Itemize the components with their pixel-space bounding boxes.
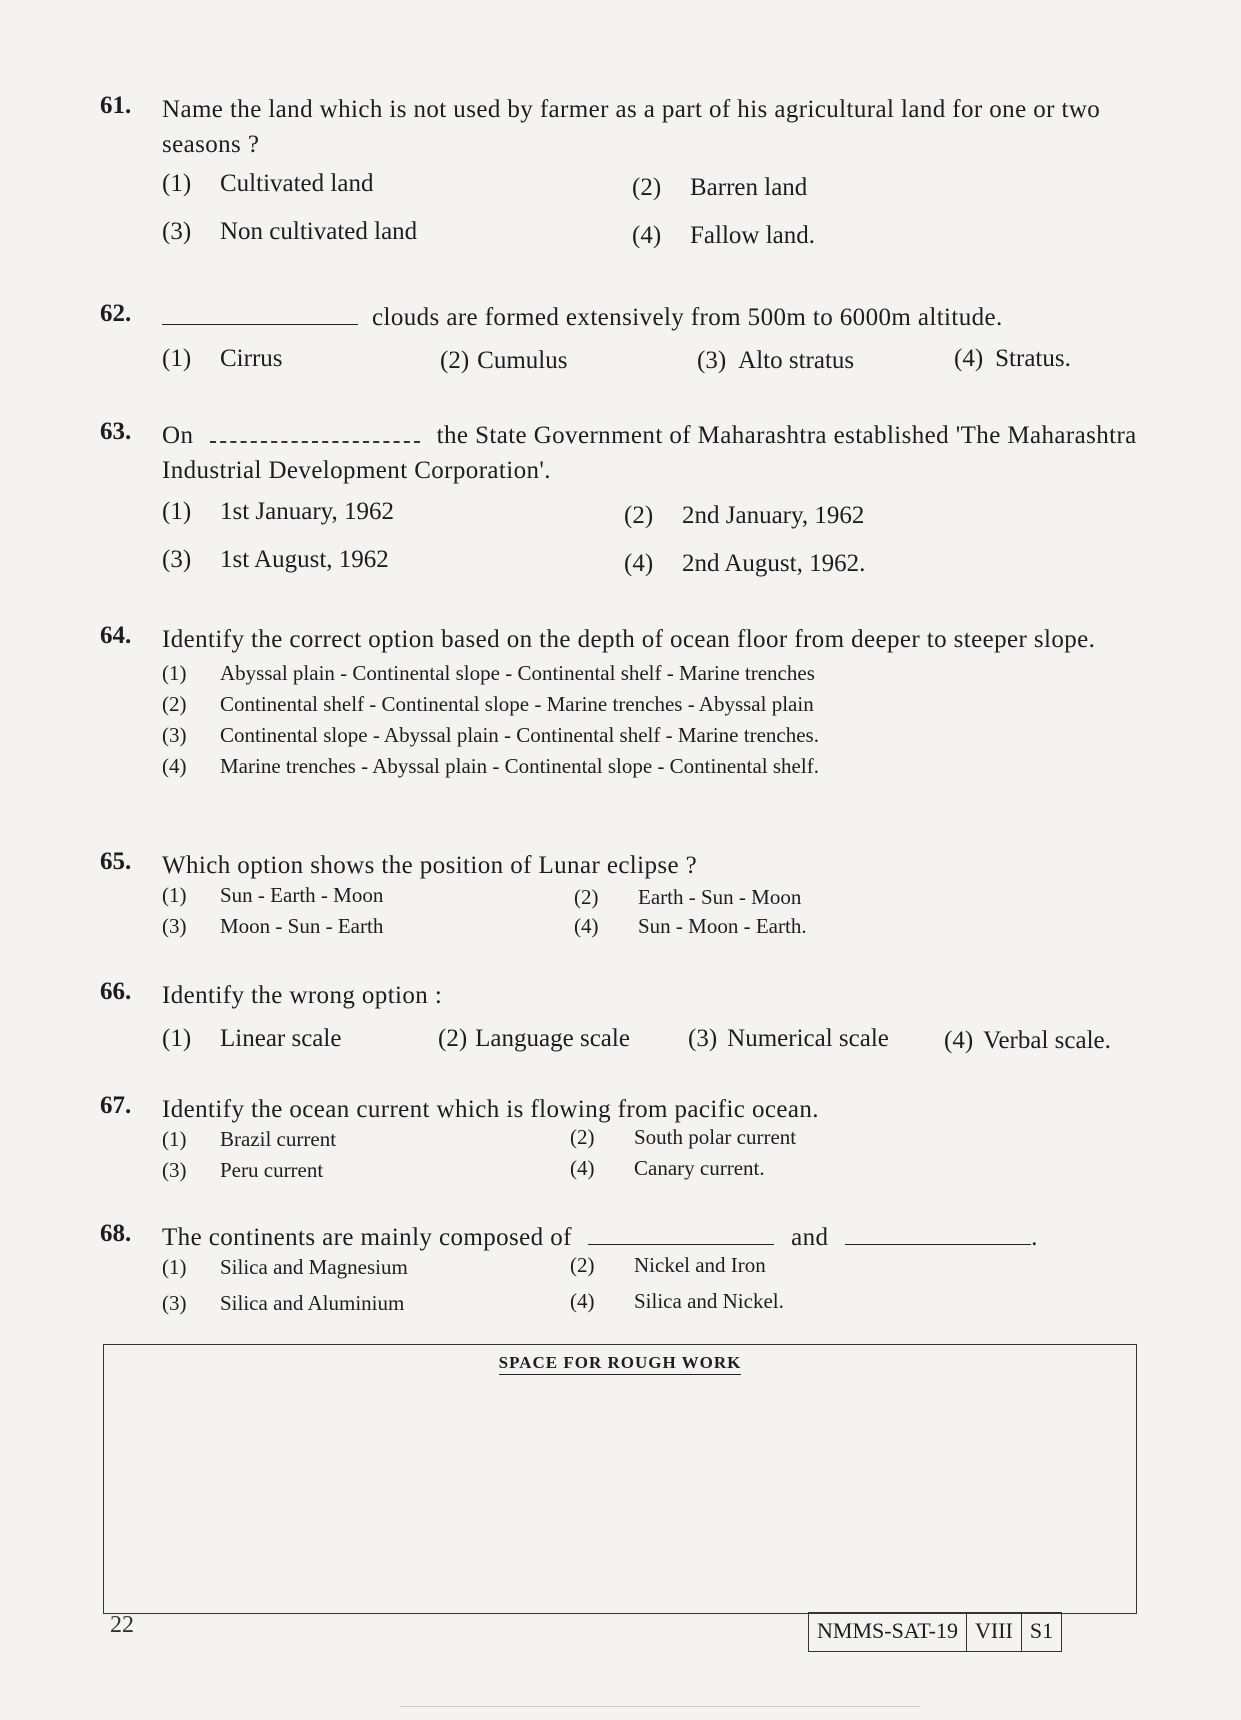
question-text: Identify the correct option based on the depth of ocean floor from deeper to steeper slope. (162, 626, 1096, 653)
question-text: clouds are formed extensively from 500m to 6000m altitude. (162, 300, 1170, 335)
question-64 (100, 622, 1170, 785)
question-62 (100, 300, 1170, 385)
option-2[interactable]: (2) South polar current (570, 1125, 797, 1149)
paper-class: VIII (967, 1613, 1022, 1651)
question-text: Which option shows the position of Lunar eclipse ? (162, 852, 698, 879)
option-3[interactable]: (3) Moon - Sun - Earth (162, 914, 384, 938)
question-67 (100, 1092, 1170, 1191)
question-number: 63. (100, 418, 132, 445)
option-4[interactable]: (4) Sun - Moon - Earth. (574, 914, 807, 938)
option-1[interactable]: (1) Brazil current (162, 1127, 337, 1151)
option-4[interactable]: (4) Marine trenches - Abyssal plain - Continental slope - Continental shelf. (162, 754, 819, 778)
question-number: 65. (100, 848, 132, 875)
option-3[interactable]: (3) Continental slope - Abyssal plain - Continental shelf - Marine trenches. (162, 723, 819, 747)
question-number: 67. (100, 1092, 132, 1119)
question-number: 66. (100, 978, 132, 1005)
option-3[interactable]: (3) Alto stratus (697, 347, 855, 374)
question-66 (100, 978, 1170, 1065)
question-text: Identify the ocean current which is flowing from pacific ocean. (162, 1096, 819, 1123)
question-text: Identify the wrong option : (162, 982, 443, 1009)
option-2[interactable]: (2) Earth - Sun - Moon (574, 885, 802, 909)
answer-blank (210, 440, 420, 443)
option-3[interactable]: (3) Peru current (162, 1158, 324, 1182)
option-4[interactable]: (4) Silica and Nickel. (570, 1289, 784, 1313)
question-63 (100, 418, 1170, 588)
option-2[interactable]: (2) Cumulus (440, 347, 568, 374)
option-4[interactable]: (4) Canary current. (570, 1156, 765, 1180)
option-1[interactable]: (1) Cultivated land (162, 170, 374, 197)
question-number: 64. (100, 622, 132, 649)
paper-code-box (808, 1612, 1062, 1652)
option-4[interactable]: (4) 2nd August, 1962. (624, 550, 866, 577)
page-edge-line (400, 1706, 920, 1707)
paper-code: NMMS-SAT-19 (809, 1613, 967, 1651)
question-68 (100, 1220, 1170, 1325)
option-3[interactable]: (3) Non cultivated land (162, 218, 418, 245)
option-4[interactable]: (4) Fallow land. (632, 222, 815, 249)
answer-blank (162, 323, 358, 325)
option-1[interactable]: (1) Cirrus (162, 345, 283, 372)
option-4[interactable]: (4) Verbal scale. (944, 1027, 1111, 1054)
rough-work-title: SPACE FOR ROUGH WORK (104, 1353, 1136, 1373)
option-2[interactable]: (2) 2nd January, 1962 (624, 502, 865, 529)
question-65 (100, 848, 1170, 947)
option-1[interactable]: (1) 1st January, 1962 (162, 498, 395, 525)
option-2[interactable]: (2) Barren land (632, 174, 808, 201)
option-1[interactable]: (1) Linear scale (162, 1025, 342, 1052)
question-text: On the State Government of Maharashtra established 'The Maharashtra Industrial Development Corporation'. (162, 422, 1137, 484)
option-2[interactable]: (2) Continental shelf - Continental slope - Marine trenches - Abyssal plain (162, 692, 814, 716)
option-3[interactable]: (3) Numerical scale (688, 1025, 889, 1052)
option-1[interactable]: (1) Sun - Earth - Moon (162, 883, 384, 907)
option-3[interactable]: (3) Silica and Aluminium (162, 1291, 405, 1315)
page-number: 22 (110, 1612, 134, 1638)
question-61 (100, 92, 1170, 260)
rough-work-area (103, 1344, 1137, 1614)
option-3[interactable]: (3) 1st August, 1962 (162, 546, 389, 573)
answer-blank-2 (845, 1243, 1031, 1245)
question-text: Name the land which is not used by farmer as a part of his agricultural land for one or two seasons ? (162, 96, 1101, 158)
option-2[interactable]: (2) Nickel and Iron (570, 1253, 766, 1277)
option-1[interactable]: (1) Silica and Magnesium (162, 1255, 408, 1279)
option-2[interactable]: (2) Language scale (438, 1025, 630, 1052)
answer-blank-1 (588, 1243, 774, 1245)
option-4[interactable]: (4) Stratus. (954, 345, 1071, 372)
paper-set: S1 (1029, 1618, 1054, 1643)
question-text: The continents are mainly composed of and . (162, 1224, 1038, 1251)
question-number: 61. (100, 92, 132, 119)
question-number: 62. (100, 300, 132, 327)
option-1[interactable]: (1) Abyssal plain - Continental slope - Continental shelf - Marine trenches (162, 661, 815, 685)
question-number: 68. (100, 1220, 132, 1247)
